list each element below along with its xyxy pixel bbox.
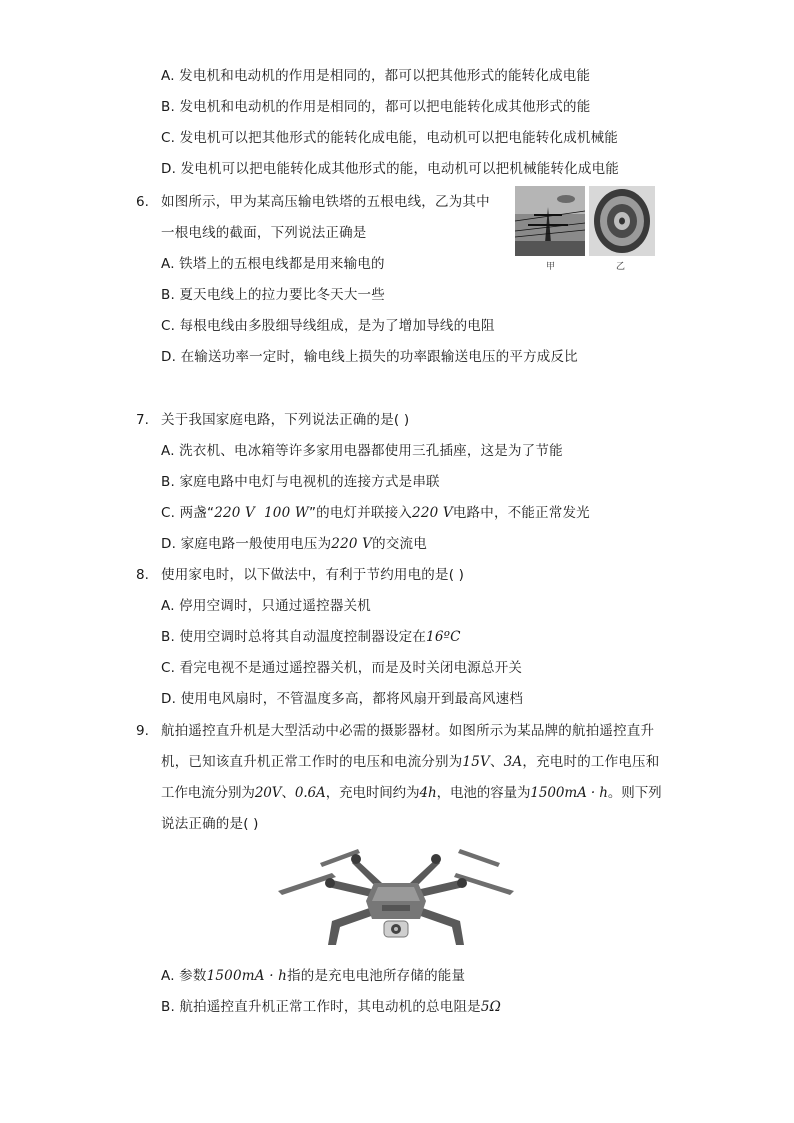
q7-option-a: A. 洗衣机、电冰箱等许多家用电器都使用三孔插座，这是为了节能	[161, 443, 563, 459]
q9-line3-math4: 1500mA · h	[530, 785, 608, 801]
q9-line3-sep: 、	[281, 785, 295, 801]
q7-option-c-math3: 220 V	[412, 505, 453, 521]
q6-stem-line1: 如图所示，甲为某高压输电铁塔的五根电线，乙为其中	[161, 194, 490, 210]
q7-option-d-post: 的交流电	[372, 536, 427, 552]
drone-motors	[325, 854, 467, 888]
q7-option-c	[161, 504, 590, 522]
q7-option-c-post: 电路中，不能正常发光	[452, 505, 590, 521]
q6-option-a: A. 铁塔上的五根电线都是用来输电的	[161, 256, 385, 272]
q8-stem: 使用家电时，以下做法中，有利于节约用电的是( )	[161, 567, 465, 583]
q8-option-b-math: 16ºC	[426, 629, 461, 645]
tower-photo	[515, 186, 585, 256]
q5-option-d: D. 发电机可以把电能转化成其他形式的能，电动机可以把机械能转化成电能	[161, 161, 619, 177]
q6-stem-line2: 一根电线的截面，下列说法正确是	[161, 225, 367, 241]
q9-line3-mid: ，充电时间约为	[325, 785, 420, 801]
q7-option-c-space	[255, 505, 264, 521]
q9-line3-pre: 工作电流分别为	[161, 785, 255, 801]
q6-option-d: D. 在输送功率一定时，输电线上损失的功率跟输送电压的平方成反比	[161, 349, 578, 365]
q6-option-b: B. 夏天电线上的拉力要比冬天大一些	[161, 287, 385, 303]
q9-number: 9.	[136, 723, 149, 739]
q6-figure-label-yi: 乙	[616, 262, 626, 272]
q7-stem: 关于我国家庭电路，下列说法正确的是( )	[161, 412, 410, 428]
q5-option-b: B. 发电机和电动机的作用是相同的，都可以把电能转化成其他形式的能	[161, 99, 591, 115]
q7-option-b: B. 家庭电路中电灯与电视机的连接方式是串联	[161, 474, 440, 490]
q9-line2-post: ，充电时的工作电压和	[522, 754, 660, 770]
q9-line3-math2: 0.6A	[294, 785, 326, 801]
q9-line2	[161, 753, 659, 771]
q7-number: 7.	[136, 412, 149, 428]
q9-option-a-math: 1500mA · h	[206, 968, 288, 984]
q9-option-b-math: 5Ω	[480, 999, 502, 1015]
q5-option-a: A. 发电机和电动机的作用是相同的，都可以把其他形式的能转化成电能	[161, 68, 591, 84]
q9-line1: 航拍遥控直升机是大型活动中必需的摄影器材。如图所示为某品牌的航拍遥控直升	[161, 723, 655, 739]
q9-option-a-pre: A. 参数	[161, 968, 207, 984]
q9-option-a-post: 指的是充电电池所存储的能量	[287, 968, 466, 984]
q7-option-d-math: 220 V	[331, 536, 373, 552]
q7-option-d	[161, 535, 427, 553]
q9-option-b-pre: B. 航拍遥控直升机正常工作时，其电动机的总电阻是	[161, 999, 481, 1015]
drone-svg	[270, 843, 522, 955]
cable-section-photo	[589, 186, 655, 256]
q8-option-c: C. 看完电视不是通过遥控器关机，而是及时关闭电源总开关	[161, 660, 523, 676]
drone-body	[366, 883, 426, 919]
q8-option-a: A. 停用空调时，只通过遥控器关机	[161, 598, 371, 614]
q9-line2-sep: 、	[489, 754, 504, 770]
q6-figure	[514, 185, 656, 275]
q7-option-c-math1: 220 V	[214, 505, 256, 521]
q9-line2-math2: 3A	[503, 754, 523, 770]
q9-option-a	[161, 967, 465, 985]
q6-option-c: C. 每根电线由多股细导线组成，是为了增加导线的电阻	[161, 318, 495, 334]
q9-drone-figure	[270, 843, 522, 955]
q9-line3-math3: 4h	[419, 785, 437, 801]
q6-figure-svg	[514, 185, 656, 275]
q8-option-b-pre: B. 使用空调时总将其自动温度控制器设定在	[161, 629, 427, 645]
q7-option-d-pre: D. 家庭电路一般使用电压为	[161, 536, 332, 552]
q7-option-c-pre: C. 两盏“	[161, 505, 215, 521]
q8-number: 8.	[136, 567, 149, 583]
q7-option-c-math2: 100 W	[264, 505, 309, 521]
q8-option-d: D. 使用电风扇时，不管温度多高，都将风扇开到最高风速档	[161, 691, 524, 707]
q9-line3-math1: 20V	[254, 785, 282, 801]
q5-option-c: C. 发电机可以把其他形式的能转化成电能，电动机可以把电能转化成机械能	[161, 130, 619, 146]
q9-line4: 说法正确的是( )	[161, 816, 259, 832]
q6-number: 6.	[136, 194, 149, 210]
q9-line2-math1: 15V	[462, 754, 490, 770]
q9-option-b	[161, 998, 501, 1016]
q9-line2-pre: 机，已知该直升机正常工作时的电压和电流分别为	[161, 754, 463, 770]
q9-line3-mid2: ，电池的容量为	[436, 785, 531, 801]
q6-figure-label-jia: 甲	[546, 262, 556, 272]
q9-line3-post: 。则下列	[607, 785, 662, 801]
drone-camera	[384, 921, 408, 937]
q9-line3	[161, 784, 662, 802]
q7-option-c-mid: ”的电灯并联接入	[308, 505, 413, 521]
q8-option-b	[161, 628, 461, 646]
